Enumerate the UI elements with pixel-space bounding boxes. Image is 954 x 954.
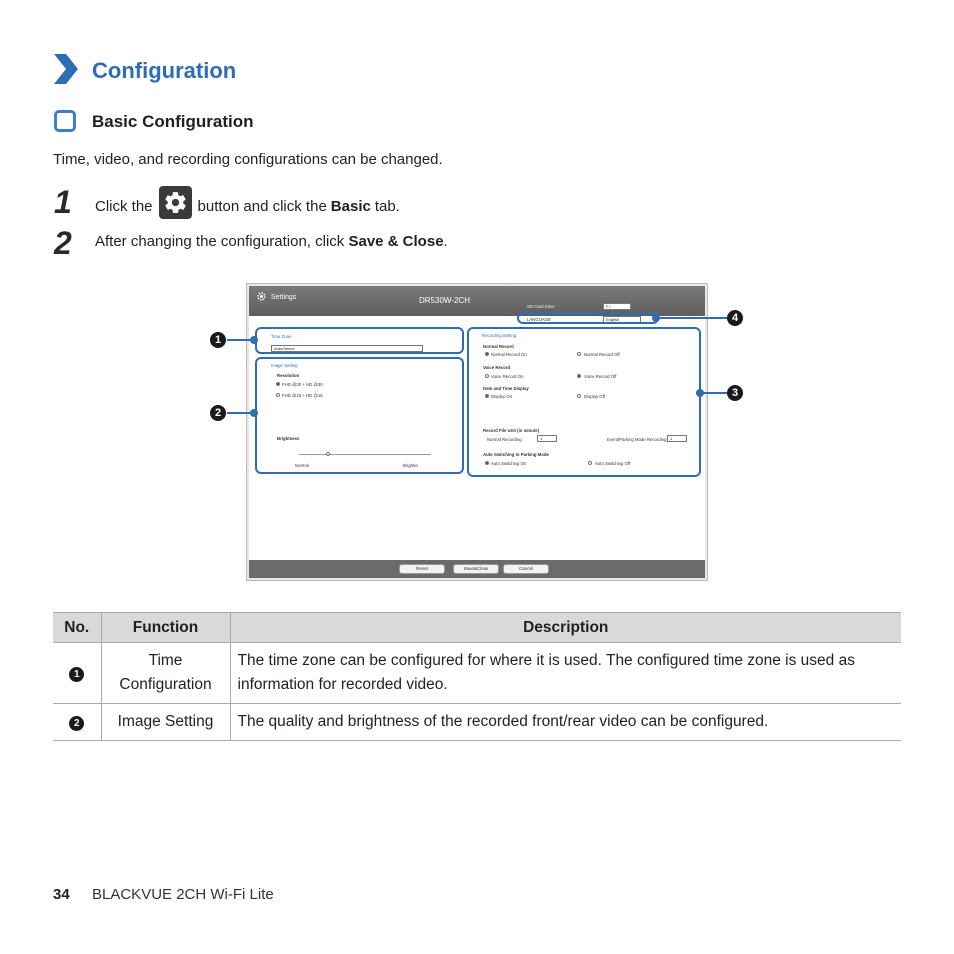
recording-heading: Recording Setting	[482, 333, 517, 338]
intro-text: Time, video, and recording configurations can be changed.	[53, 151, 443, 168]
callout-dot-2	[250, 409, 258, 417]
display-off: Display Off	[584, 394, 605, 399]
gear-icon	[257, 292, 266, 301]
callout-dot-4	[652, 314, 660, 322]
auto-switching-on: Auto Switching On	[491, 461, 527, 466]
function-table	[53, 612, 901, 741]
brightness-slider[interactable]	[299, 454, 431, 455]
square-icon	[54, 110, 76, 132]
callout-badge-2: 2	[210, 405, 226, 421]
callout-badge-1: 1	[210, 332, 226, 348]
language-select[interactable]: English	[603, 316, 641, 323]
step-1-before: Click the	[95, 198, 153, 215]
callout-dot-3	[696, 389, 704, 397]
step-2-bold: Save & Close	[348, 233, 444, 250]
normal-recording-label: Normal Recording	[487, 437, 522, 442]
time-zone-heading: Time Zone	[271, 334, 292, 339]
header-function: Function	[101, 613, 230, 643]
normal-record-on-radio[interactable]	[485, 352, 489, 356]
callout-badge-4: 4	[727, 310, 743, 326]
step-1-number: 1	[54, 184, 72, 220]
step-2-text	[95, 233, 448, 250]
save-close-button[interactable]: Save&Close	[453, 564, 499, 574]
settings-button-icon	[159, 186, 192, 219]
resolution-radio-2[interactable]	[276, 393, 280, 397]
step-1-bold: Basic	[330, 198, 371, 215]
cancel-button[interactable]: Cancel	[503, 564, 549, 574]
auto-switching-off: Auto Switching Off	[595, 461, 631, 466]
resolution-radio-1[interactable]	[276, 382, 280, 386]
reset-button[interactable]: Reset	[399, 564, 445, 574]
table-header-row	[53, 613, 901, 643]
auto-switching-off-radio[interactable]	[588, 461, 592, 465]
callout-line-3	[700, 392, 727, 394]
normal-record-off-radio[interactable]	[577, 352, 581, 356]
voice-record-on: Voice Record On	[491, 374, 524, 379]
row-function: Time Configuration	[101, 643, 230, 704]
event-parking-label: Event/Parking Mode Recording	[607, 437, 667, 442]
callout-box-4	[517, 312, 659, 324]
resolution-option-1: FHD @30 + HD @30	[282, 382, 323, 387]
language-label: LANGUAGE	[527, 317, 551, 322]
auto-switching-on-radio[interactable]	[485, 461, 489, 465]
product-name: BLACKVUE 2CH Wi-Fi Lite	[92, 886, 274, 903]
step-2-before: After changing the configuration, click	[95, 233, 345, 250]
voice-record-label: Voice Record	[483, 365, 511, 370]
step-1-text	[95, 190, 400, 223]
normal-record-off: Normal Record Off	[584, 352, 620, 357]
normal-record-on: Normal Record On	[491, 352, 527, 357]
time-zone-select[interactable]: Auto/Select	[271, 345, 423, 352]
callout-dot-1	[250, 336, 258, 344]
normal-recording-select[interactable]: 1	[537, 435, 557, 442]
step-2-number: 2	[54, 225, 72, 261]
brightness-max-label: Brighter	[403, 463, 419, 468]
row-description: The time zone can be configured for where it is used. The configured time zone is used as information for recorded video.	[230, 643, 901, 704]
normal-record-label: Normal Record	[483, 344, 514, 349]
voice-record-off-radio[interactable]	[577, 374, 581, 378]
record-file-unit-label: Record File Unit (in minute)	[483, 428, 540, 433]
page-number: 34	[53, 886, 70, 903]
step-1-end: tab.	[374, 198, 400, 215]
auto-switching-label: Auto Switching to Parking Mode	[483, 452, 549, 457]
brightness-slider-handle[interactable]	[326, 452, 330, 456]
voice-record-on-radio[interactable]	[485, 374, 489, 378]
resolution-option-2: FHD @15 + HD @15	[282, 393, 323, 398]
step-2-end: .	[443, 233, 448, 250]
table-row	[53, 643, 901, 704]
model-name: DR530W-2CH	[419, 296, 470, 305]
brightness-label: Brightness	[277, 436, 300, 441]
row-number-badge: 1	[69, 667, 84, 682]
sd-card-label: SD Card Drive	[527, 304, 555, 309]
header-description: Description	[230, 613, 901, 643]
table-row	[53, 704, 901, 741]
callout-badge-3: 3	[727, 385, 743, 401]
row-description: The quality and brightness of the recorded front/rear video can be configured.	[230, 704, 901, 741]
voice-record-off: Voice Record Off	[584, 374, 617, 379]
display-on-radio[interactable]	[485, 394, 489, 398]
brightness-min-label: Normal	[295, 463, 309, 468]
row-number-cell	[53, 704, 101, 741]
settings-screenshot	[246, 283, 708, 581]
section-title: Basic Configuration	[92, 112, 254, 131]
page-title: Configuration	[92, 58, 237, 83]
row-number-cell	[53, 643, 101, 704]
step-1-after: button and click the	[197, 198, 327, 215]
row-number-badge: 2	[69, 716, 84, 731]
event-parking-select[interactable]: 1	[667, 435, 687, 442]
display-off-radio[interactable]	[577, 394, 581, 398]
date-time-display-label: Date and Time Display	[483, 386, 529, 391]
image-setting-heading: Image Setting	[271, 363, 298, 368]
display-on: Display On	[491, 394, 513, 399]
header-no: No.	[53, 613, 101, 643]
chevron-right-icon	[52, 54, 78, 84]
gear-icon	[163, 190, 188, 215]
row-function: Image Setting	[101, 704, 230, 741]
callout-line-4	[656, 317, 727, 319]
sd-card-select[interactable]: F:\	[603, 303, 631, 310]
settings-window-title: Settings	[271, 294, 297, 301]
resolution-label: Resolution	[277, 373, 300, 378]
